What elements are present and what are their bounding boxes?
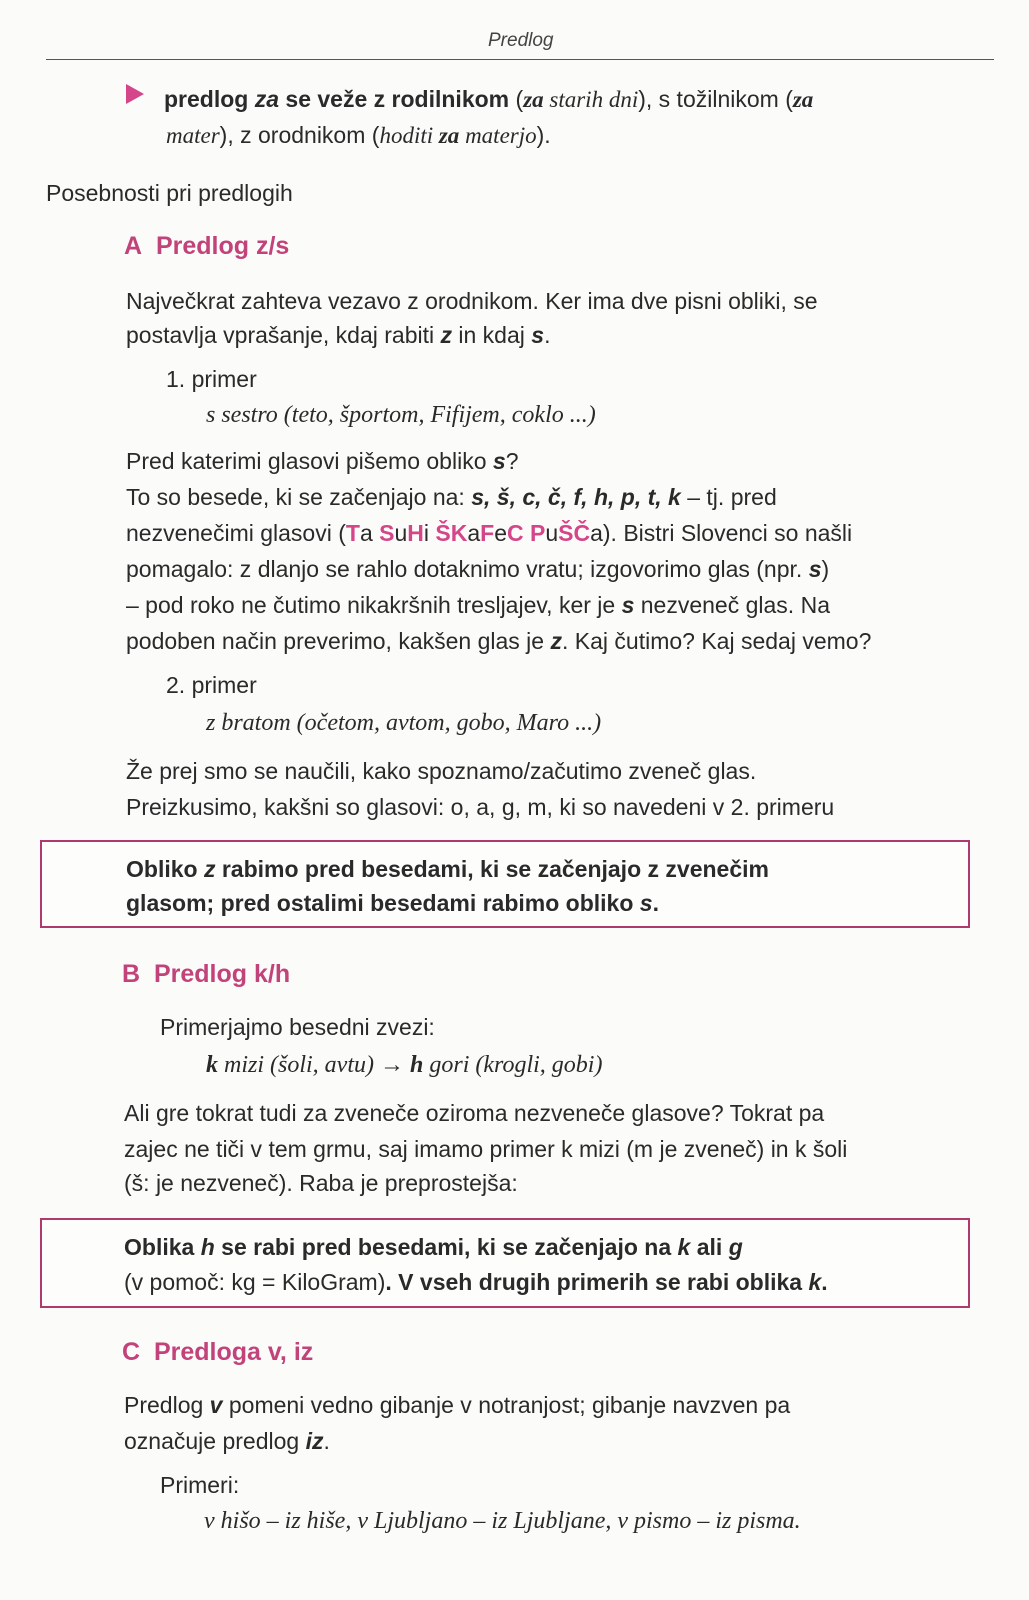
section-a-heading: A Predlog z/s <box>124 232 290 260</box>
paragraph-line-4: – pod roko ne čutimo nikakršnih tresljajev, ker je s nezveneč glas. Na <box>126 592 830 618</box>
paragraph-line-7: Preizkusimo, kakšni so glasovi: o, a, g, m, ki so navedeni v 2. primeru <box>126 794 835 820</box>
rule-box-k-h <box>40 1218 970 1308</box>
question-line: Pred katerimi glasovi pišemo obliko s? <box>126 448 519 474</box>
rule-z-s-line-1: Obliko z rabimo pred besedami, ki se začenjajo z zvenečim <box>126 856 769 882</box>
subtitle: Posebnosti pri predlogih <box>46 180 293 206</box>
section-c-heading: C Predloga v, iz <box>122 1338 314 1366</box>
section-b-example: k mizi (šoli, avtu) → h gori (krogli, gobi) <box>206 1052 603 1078</box>
rule-box-z-s <box>40 840 970 928</box>
paragraph-line-3: pomagalo: z dlanjo se rahlo dotaknimo vratu; izgovorimo glas (npr. s) <box>126 556 830 582</box>
example-2-text: z bratom (očetom, avtom, gobo, Maro ...) <box>206 710 602 736</box>
header-rule <box>46 59 994 60</box>
section-a-paragraph-1b: postavlja vprašanje, kdaj rabiti z in kdaj s. <box>126 322 551 348</box>
example-1-text: s sestro (teto, športom, Fifijem, coklo ...) <box>206 402 596 428</box>
section-b-line-2: zajec ne tiči v tem grmu, saj imamo primer k mizi (m je zveneč) in k šoli <box>124 1136 848 1162</box>
intro-line-2: mater), z orodnikom (hoditi za materjo). <box>166 122 551 148</box>
section-b-heading: B Predlog k/h <box>122 960 291 988</box>
example-1-label: 1. primer <box>166 366 257 392</box>
voiceless-letters-line: To so besede, ki se začenjajo na: s, š, c, č, f, h, p, t, k – tj. pred <box>126 484 777 510</box>
section-c-line-1: Predlog v pomeni vedno gibanje v notranjost; gibanje navzven pa <box>124 1392 791 1418</box>
intro-line-1: predlog za se veže z rodilnikom (za starih dni), s tožilnikom (za <box>164 86 814 112</box>
mnemonic-line: nezvenečimi glasovi (Ta SuHi ŠKaFeC PuŠČa). Bistri Slovenci so našli <box>126 520 853 546</box>
section-c-examples-label: Primeri: <box>160 1472 240 1498</box>
triangle-bullet-icon <box>126 84 144 104</box>
rule-k-h-line-2: (v pomoč: kg = KiloGram). V vseh drugih primerih se rabi oblika k. <box>124 1269 828 1295</box>
example-2-label: 2. primer <box>166 672 257 698</box>
section-c-line-2: označuje predlog iz. <box>124 1428 330 1454</box>
section-c-examples-text: v hišo – iz hiše, v Ljubljano – iz Ljubljane, v pismo – iz pisma. <box>204 1508 801 1534</box>
section-b-line-1: Ali gre tokrat tudi za zveneče oziroma nezveneče glasove? Tokrat pa <box>124 1100 825 1126</box>
paragraph-line-6: Že prej smo se naučili, kako spoznamo/začutimo zveneč glas. <box>126 758 757 784</box>
rule-z-s-line-2: glasom; pred ostalimi besedami rabimo obliko s. <box>126 890 659 916</box>
rule-k-h-line-1: Oblika h se rabi pred besedami, ki se začenjajo na k ali g <box>124 1234 743 1260</box>
running-header: Predlog <box>488 30 554 51</box>
section-b-line-3: (š: je nezveneč). Raba je preprostejša: <box>124 1170 518 1196</box>
section-a-paragraph-1: Največkrat zahteva vezavo z orodnikom. Ker ima dve pisni obliki, se <box>126 288 818 314</box>
paragraph-line-5: podoben način preverimo, kakšen glas je z. Kaj čutimo? Kaj sedaj vemo? <box>126 628 872 654</box>
section-b-intro: Primerjajmo besedni zvezi: <box>160 1014 435 1040</box>
